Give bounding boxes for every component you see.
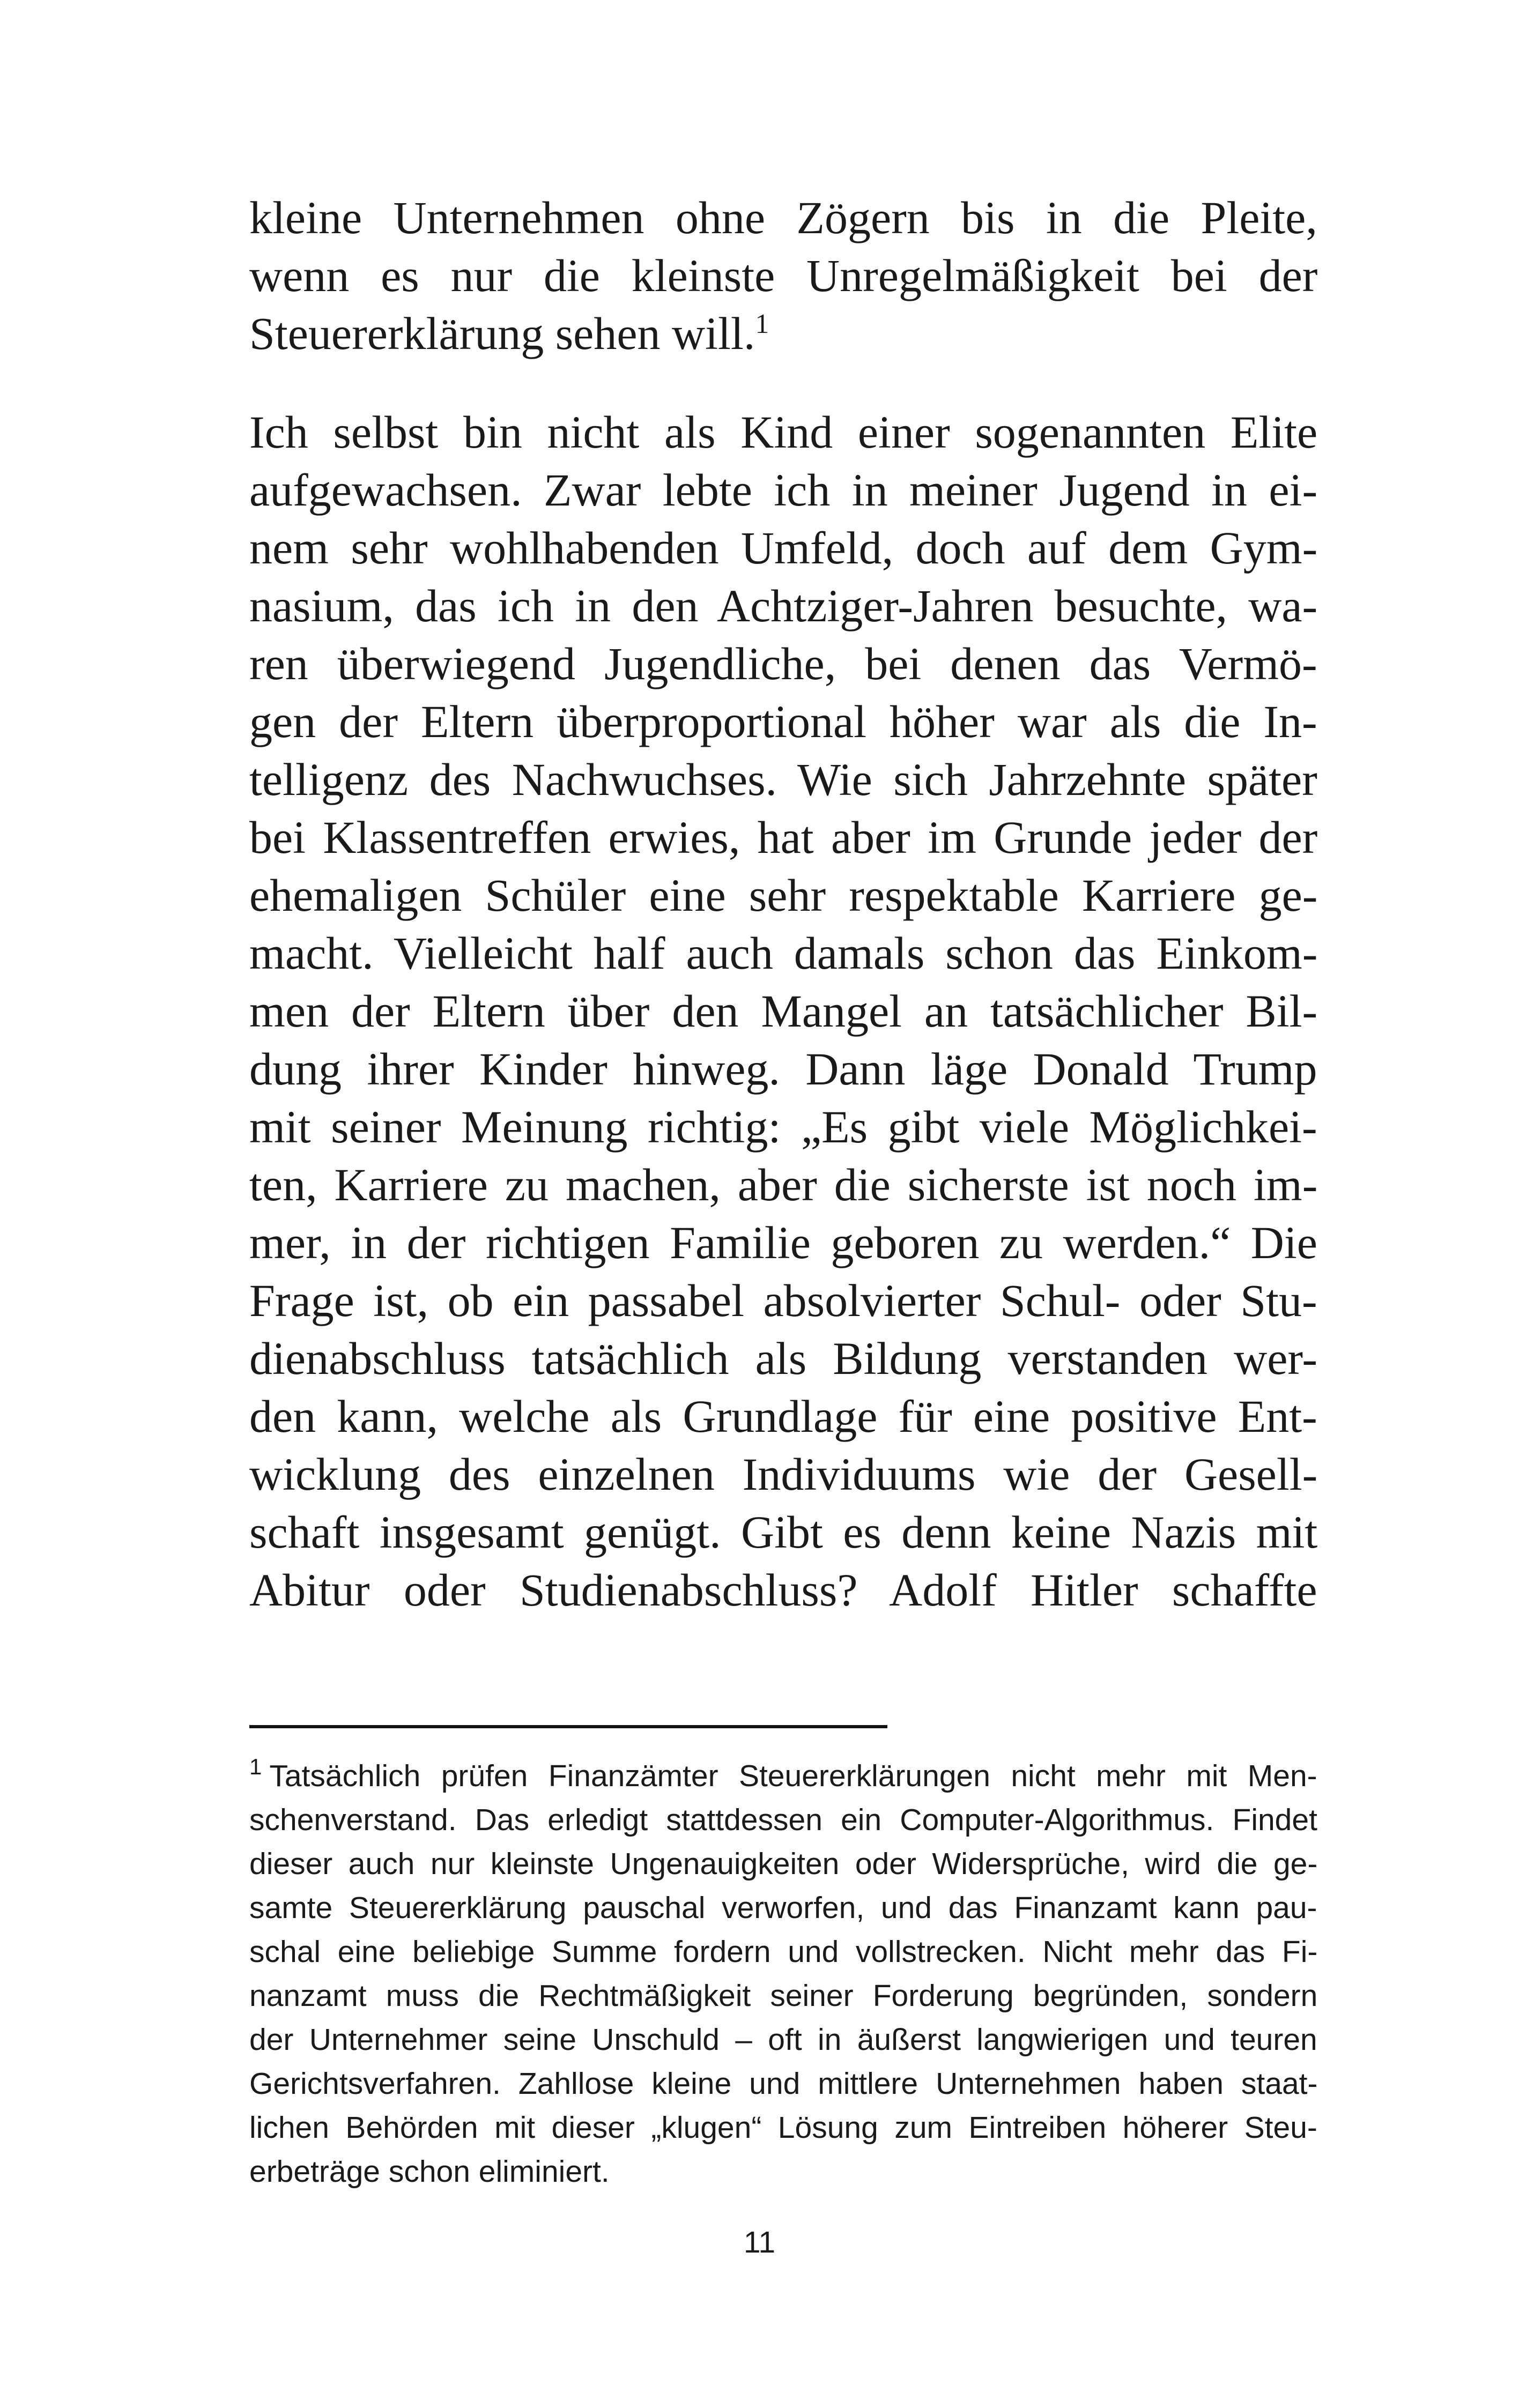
text-line: wenn es nur die kleinste Unregelmäßigkeit bei der [249, 250, 1318, 301]
text-line: den kann, welche als Grundlage für eine positive Ent- [249, 1391, 1317, 1442]
page-number: 11 [743, 2225, 776, 2260]
text-line: bei Klassentreffen erwies, hat aber im Grunde jeder der [249, 812, 1318, 863]
text-line-with-footnote-ref [249, 304, 1317, 362]
footnote-line: schenverstand. Das erledigt stattdessen ein Computer-Algorithmus. Findet [249, 1803, 1317, 1837]
text-line: schaft insgesamt genügt. Gibt es denn keine Nazis mit [249, 1506, 1318, 1558]
text-line: dienabschluss tatsächlich als Bildung verstanden wer- [249, 1333, 1317, 1384]
footnote-line: der Unternehmer seine Unschuld – oft in äußerst langwierigen und teuren [249, 2023, 1317, 2057]
text-line: nem sehr wohlhabenden Umfeld, doch auf dem Gym- [249, 522, 1318, 574]
footnote [249, 1754, 1317, 2194]
footnote-number: 1 [249, 1754, 262, 1779]
footnote-line-content: Tatsächlich prüfen Finanzämter Steuererklärungen nicht mehr mit Men- [269, 1759, 1317, 1793]
footnote-line: dieser auch nur kleinste Ungenauigkeiten oder Widersprüche, wird die ge- [249, 1847, 1318, 1881]
footnote-line: schal eine beliebige Summe fordern und vollstrecken. Nicht mehr das Fi- [249, 1935, 1318, 1969]
text-line: aufgewachsen. Zwar lebte ich in meiner Jugend in ei- [249, 464, 1318, 516]
text-line: ehemaligen Schüler eine sehr respektable Karriere ge- [249, 869, 1318, 921]
text-line: telligenz des Nachwuchses. Wie sich Jahrzehnte später [249, 754, 1317, 805]
footnote-line: samte Steuererklärung pauschal verworfen, und das Finanzamt kann pau- [249, 1891, 1317, 1925]
text-line: men der Eltern über den Mangel an tatsächlicher Bil- [249, 985, 1318, 1037]
text-line: nasium, das ich in den Achtziger-Jahren besuchte, wa- [249, 580, 1318, 631]
paragraph-1 [249, 189, 1317, 362]
text-line: Abitur oder Studienabschluss? Adolf Hitler schaffte [249, 1564, 1317, 1616]
text-line-content: Steuererklärung sehen will. [249, 308, 755, 359]
text-line: wicklung des einzelnen Individuums wie der Gesell- [249, 1448, 1318, 1500]
footnote-separator [249, 1725, 887, 1728]
text-line: dung ihrer Kinder hinweg. Dann läge Donald Trump [249, 1043, 1317, 1095]
footnote-line [249, 1754, 1317, 1798]
text-line: gen der Eltern überproportional höher war als die In- [249, 696, 1317, 747]
text-line: macht. Vielleicht half auch damals schon das Einkom- [249, 927, 1318, 979]
footnote-line: Gerichtsverfahren. Zahllose kleine und mittlere Unternehmen haben staat- [249, 2067, 1318, 2101]
text-line: mit seiner Meinung richtig: „Es gibt viele Möglichkei- [249, 1101, 1317, 1153]
footnote-line: lichen Behörden mit dieser „klugen“ Lösung zum Eintreiben höherer Steu- [249, 2110, 1317, 2145]
text-line: Frage ist, ob ein passabel absolvierter Schul- oder Stu- [249, 1275, 1317, 1326]
text-line: ten, Karriere zu machen, aber die sicherste ist noch im- [249, 1159, 1318, 1210]
paragraph-2 [249, 403, 1317, 1619]
text-line: kleine Unternehmen ohne Zögern bis in die Pleite, [249, 192, 1317, 243]
footnote-line: nanzamt muss die Rechtmäßigkeit seiner Forderung begründen, sondern [249, 1979, 1318, 2013]
footnote-reference[interactable]: 1 [755, 309, 769, 339]
text-line: ren überwiegend Jugendliche, bei denen das Vermö- [249, 638, 1317, 689]
footnote-line: erbeträge schon eliminiert. [249, 2154, 610, 2189]
text-line: Ich selbst bin nicht als Kind einer sogenannten Elite [249, 406, 1318, 458]
text-line: mer, in der richtigen Familie geboren zu werden.“ Die [249, 1217, 1317, 1268]
